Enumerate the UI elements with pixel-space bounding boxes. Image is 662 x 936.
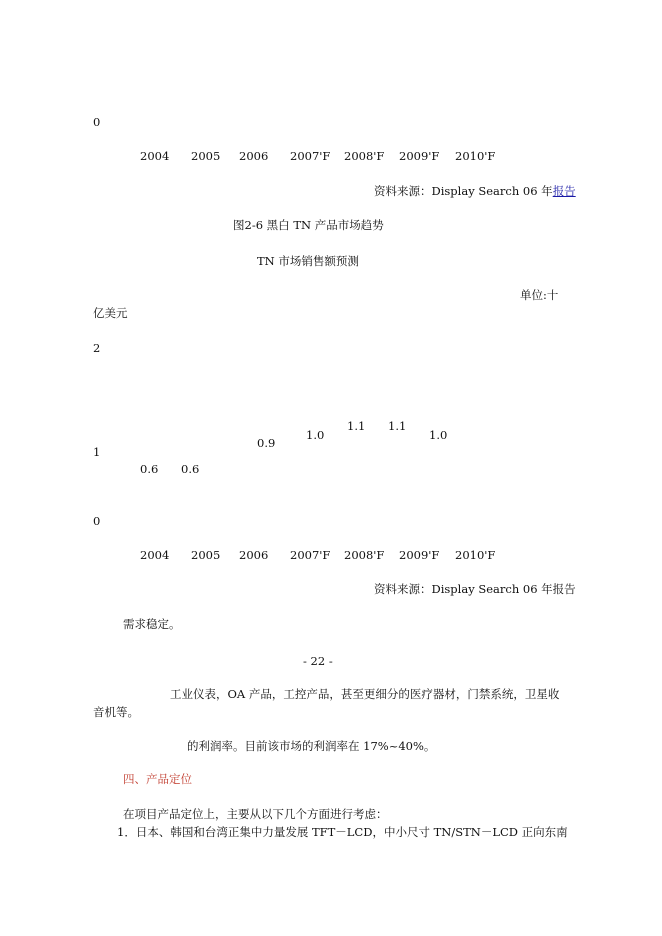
- chart1-source-text: 资料来源：Display Search 06 年: [374, 184, 553, 198]
- section-heading: 四、产品定位: [123, 772, 192, 786]
- chart1-y-tick-0: 0: [93, 115, 101, 129]
- chart2-data-label: 0.6: [181, 462, 200, 477]
- paragraph-demand: 需求稳定。: [123, 617, 181, 631]
- chart2-x-label: 2009'F: [399, 548, 440, 562]
- chart1-x-label: 2006: [239, 149, 269, 163]
- chart1-x-label: 2008'F: [344, 149, 385, 163]
- chart1-x-label: 2010'F: [455, 149, 496, 163]
- chart1-source: [374, 184, 576, 198]
- chart2-data-label: 1.1: [388, 418, 407, 433]
- chart2-unit-label: 单位:十: [520, 288, 559, 302]
- paragraph-positioning-intro: 在项目产品定位上，主要从以下几个方面进行考虑：: [123, 807, 388, 821]
- chart2-x-label: 2005: [191, 548, 221, 562]
- chart1-x-label: 2009'F: [399, 149, 440, 163]
- paragraph-applications-cont: 音机等。: [93, 705, 139, 719]
- chart2-data-label: 1.0: [429, 427, 448, 442]
- figure-caption: 图2-6 黑白 TN 产品市场趋势: [233, 218, 384, 232]
- chart2-data-label: 0.9: [257, 436, 276, 451]
- chart1-x-label: 2007'F: [290, 149, 331, 163]
- chart1-x-label: 2004: [140, 149, 170, 163]
- chart2-y-tick: 0: [93, 514, 101, 528]
- chart2-unit-label-cont: 亿美元: [93, 306, 128, 320]
- chart2-data-label: 1.1: [347, 418, 366, 433]
- paragraph-profit: 的利润率。目前该市场的利润率在 17%~40%。: [187, 739, 436, 753]
- chart2-x-label: 2007'F: [290, 548, 331, 562]
- chart1-x-label: 2005: [191, 149, 221, 163]
- list-item: 1．日本、韩国和台湾正集中力量发展 TFT－LCD，中小尺寸 TN/STN－LCD 正向东南: [117, 825, 568, 839]
- chart2-x-label: 2004: [140, 548, 170, 562]
- paragraph-applications: 工业仪表，OA 产品，工控产品，甚至更细分的医疗器材，门禁系统，卫星收: [170, 687, 560, 701]
- chart2-source: 资料来源：Display Search 06 年报告: [374, 582, 576, 596]
- chart2-x-label: 2008'F: [344, 548, 385, 562]
- chart2-data-label: 0.6: [140, 462, 159, 477]
- page-number: - 22 -: [303, 654, 333, 668]
- chart2-y-tick: 2: [93, 341, 101, 355]
- report-link[interactable]: 报告: [552, 184, 576, 198]
- chart2-y-tick: 1: [93, 445, 101, 459]
- chart2-data-label: 1.0: [306, 427, 325, 442]
- chart2-x-label: 2010'F: [455, 548, 496, 562]
- chart2-title: TN 市场销售额预测: [257, 254, 359, 268]
- chart2-x-label: 2006: [239, 548, 269, 562]
